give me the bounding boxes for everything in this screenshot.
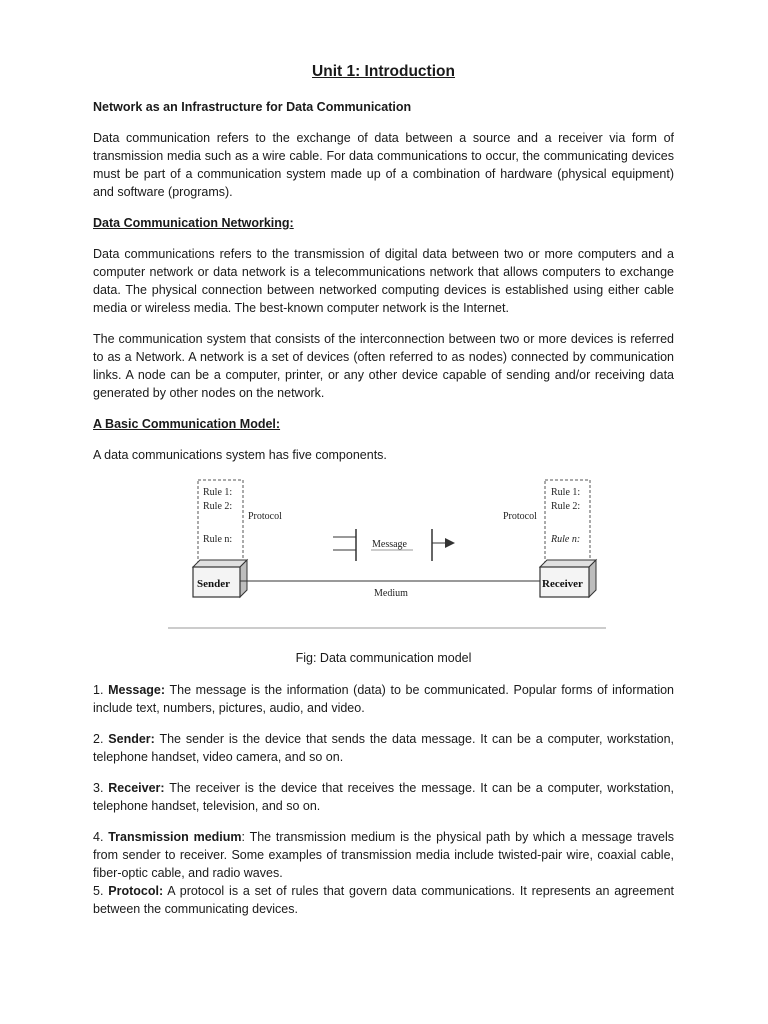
list-text: : The transmission medium is the physical path by which a message travels from sender to receiver. Some examples of transmission media include twisted-pair wire, coaxial cable, fiber-optic cable, and radio waves. xyxy=(93,830,674,880)
list-text: The sender is the device that sends the data message. It can be a computer, workstation, telephone handset, video camera, and so on. xyxy=(93,732,675,764)
receiver-label: Receiver xyxy=(542,578,583,590)
sender-rule-1: Rule 1: xyxy=(203,487,233,498)
list-term: Transmission medium xyxy=(108,830,242,844)
components-list xyxy=(93,681,674,918)
diagram-svg xyxy=(93,477,674,647)
receiver-box xyxy=(540,560,596,597)
list-item-message xyxy=(93,681,674,717)
receiver-rule-2: Rule 2: xyxy=(551,501,581,512)
list-text: A protocol is a set of rules that govern data communications. It represents an agreement between the communicating devices. xyxy=(93,884,675,916)
page-title: Unit 1: Introduction xyxy=(312,63,455,80)
sender-rule-2: Rule 2: xyxy=(203,501,233,512)
document-page xyxy=(93,60,674,931)
section-heading-network-infrastructure: Network as an Infrastructure for Data Communication xyxy=(93,100,412,114)
sender-box xyxy=(193,560,247,597)
list-term: Receiver: xyxy=(108,781,165,795)
list-term: Protocol: xyxy=(108,884,164,898)
list-number: 4. xyxy=(93,830,109,844)
list-number: 5. xyxy=(93,884,109,898)
section-heading-networking: Data Communication Networking: xyxy=(93,216,294,230)
communication-model-diagram xyxy=(93,477,674,647)
list-number: 3. xyxy=(93,781,109,795)
list-item-protocol xyxy=(93,882,674,918)
list-term: Sender: xyxy=(108,732,155,746)
medium-label: Medium xyxy=(374,588,408,599)
list-item-receiver xyxy=(93,779,674,815)
paragraph-networking-2: The communication system that consists of the interconnection between two or more devices is referred to as a Network. A network is a set of devices (often referred to as nodes) connected by communication links. A node can be a computer, printer, or any other device capable of sending and/or receiving data generated by other nodes on the network. xyxy=(93,332,674,400)
paragraph-data-communication: Data communication refers to the exchange of data between a source and a receiver via form of transmission media such as a wire cable. For data communications to occur, the communicating devices must be part of a communication system made up of a combination of hardware (physical equipment) and software (programs). xyxy=(93,131,674,199)
list-item-transmission-medium xyxy=(93,828,674,882)
figure-caption: Fig: Data communication model xyxy=(295,651,472,665)
message-label: Message xyxy=(372,539,407,550)
paragraph-networking-1: Data communications refers to the transmission of digital data between two or more computers and a computer network or data network is a telecommunications network that allows computers to exchange data. The physical connection between networked computing devices is established using either cable media or wireless media. The best-known computer network is the Internet. xyxy=(93,247,674,315)
list-text: The receiver is the device that receives the message. It can be a computer, workstation, telephone handset, television, and so on. xyxy=(93,781,675,813)
sender-rule-n: Rule n: xyxy=(203,534,233,545)
list-number: 2. xyxy=(93,732,109,746)
receiver-rule-1: Rule 1: xyxy=(551,487,581,498)
protocol-right-label: Protocol xyxy=(503,511,537,522)
list-text: The message is the information (data) to be communicated. Popular forms of information include text, numbers, pictures, audio, and video. xyxy=(93,683,674,715)
section-heading-communication-model: A Basic Communication Model: xyxy=(93,417,281,431)
paragraph-five-components: A data communications system has five components. xyxy=(93,448,387,462)
list-term: Message: xyxy=(108,683,166,697)
protocol-left-label: Protocol xyxy=(248,511,282,522)
sender-label: Sender xyxy=(197,578,230,590)
receiver-rule-n: Rule n: xyxy=(551,534,581,545)
list-item-sender xyxy=(93,730,674,766)
list-number: 1. xyxy=(93,683,109,697)
